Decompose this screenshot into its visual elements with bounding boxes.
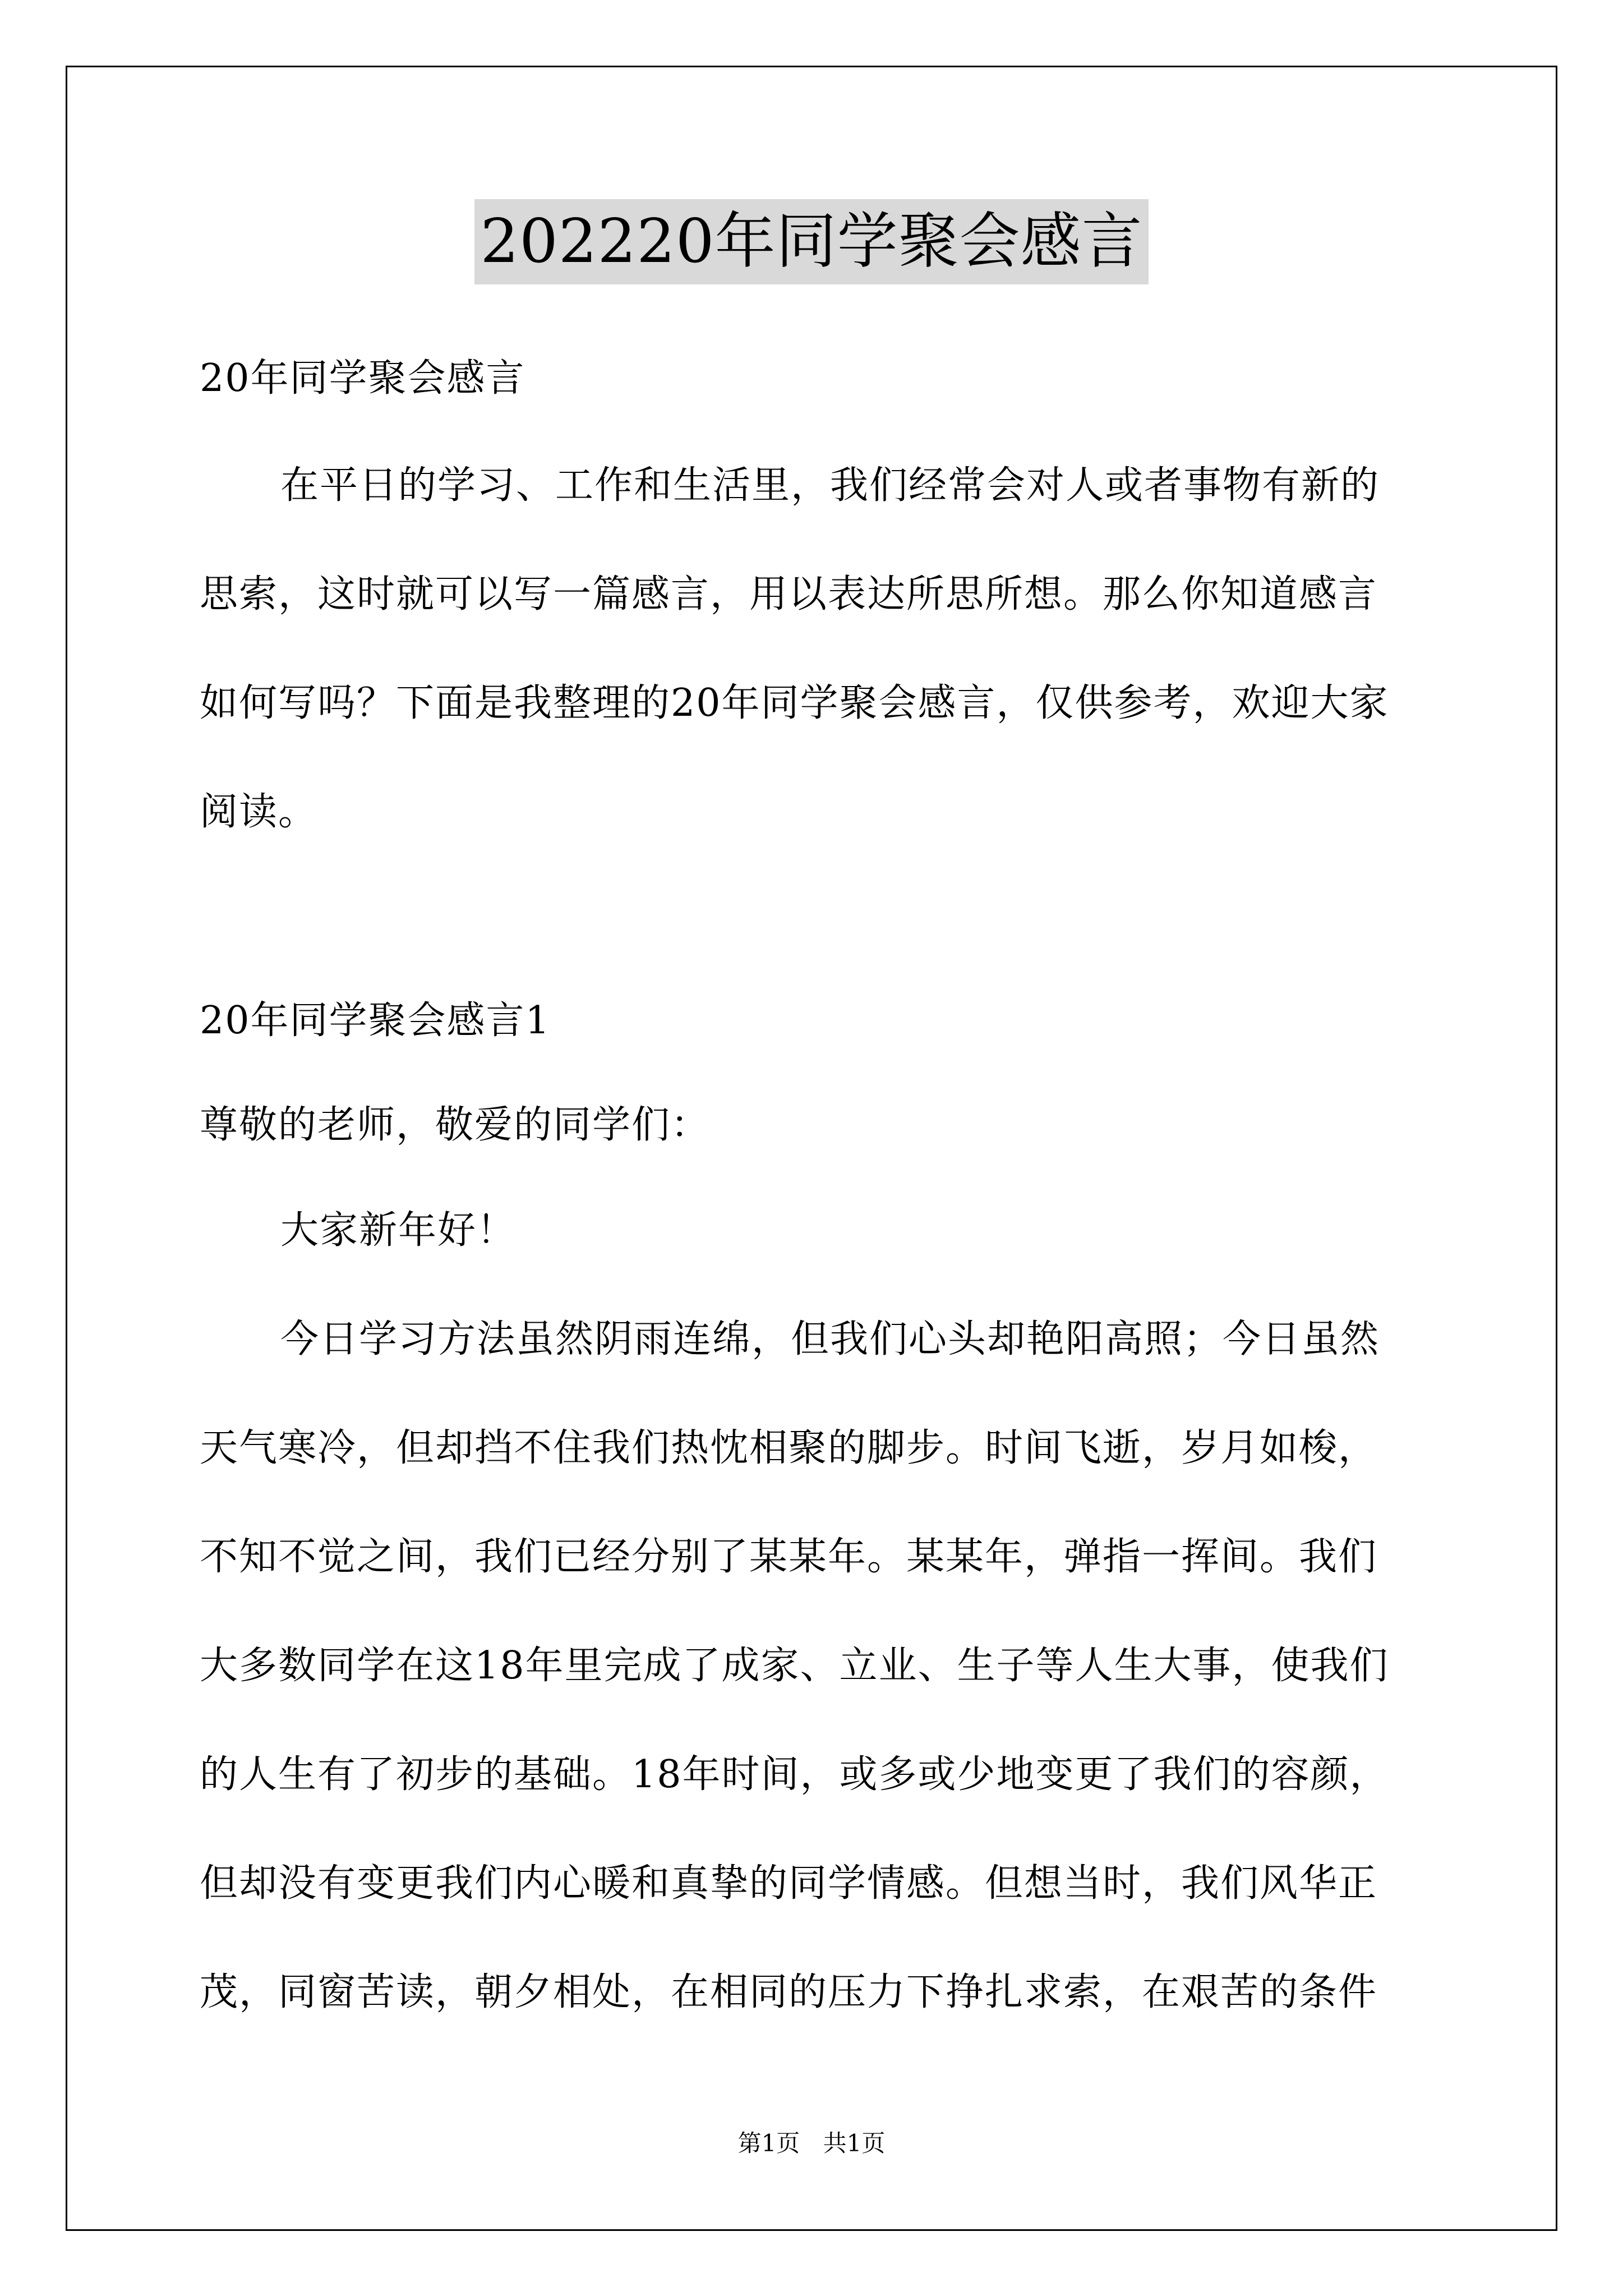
paragraph-line-3: 不知不觉之间，我们已经分别了某某年。某某年，弹指一挥间。我们 xyxy=(200,1535,1378,1579)
paragraph-line-1: 今日学习方法虽然阴雨连绵，但我们心头却艳阳高照；今日虽然 xyxy=(280,1317,1380,1361)
page-footer xyxy=(0,2128,1623,2159)
intro-line-4: 阅读。 xyxy=(200,790,318,834)
paragraph-line-7: 茂，同窗苦读，朝夕相处，在相同的压力下挣扎求索，在艰苦的条件 xyxy=(200,1970,1378,2014)
title-container xyxy=(0,199,1623,284)
paragraph-line-4: 大多数同学在这18年里完成了成家、立业、生子等人生大事，使我们 xyxy=(200,1644,1389,1688)
intro-line-2: 思索，这时就可以写一篇感言，用以表达所思所想。那么你知道感言 xyxy=(200,572,1378,616)
greeting: 大家新年好！ xyxy=(280,1208,517,1253)
paragraph-line-6: 但却没有变更我们内心暖和真挚的同学情感。但想当时，我们风华正 xyxy=(200,1861,1378,1906)
paragraph-line-5: 的人生有了初步的基础。18年时间，或多或少地变更了我们的容颜， xyxy=(200,1752,1389,1797)
document-title: 202220年同学聚会感言 xyxy=(474,199,1148,284)
page-total: 共1页 xyxy=(823,2129,886,2157)
document-subtitle: 20年同学聚会感言 xyxy=(200,356,525,401)
salutation: 尊敬的老师，敬爱的同学们： xyxy=(200,1103,711,1147)
intro-line-1: 在平日的学习、工作和生活里，我们经常会对人或者事物有新的 xyxy=(280,463,1380,508)
section-heading: 20年同学聚会感言1 xyxy=(200,999,551,1043)
paragraph-line-2: 天气寒冷，但却挡不住我们热忱相聚的脚步。时间飞逝，岁月如梭， xyxy=(200,1426,1378,1470)
page-number: 第1页 xyxy=(737,2129,800,2157)
intro-line-3: 如何写吗？下面是我整理的20年同学聚会感言，仅供参考，欢迎大家 xyxy=(200,681,1389,725)
